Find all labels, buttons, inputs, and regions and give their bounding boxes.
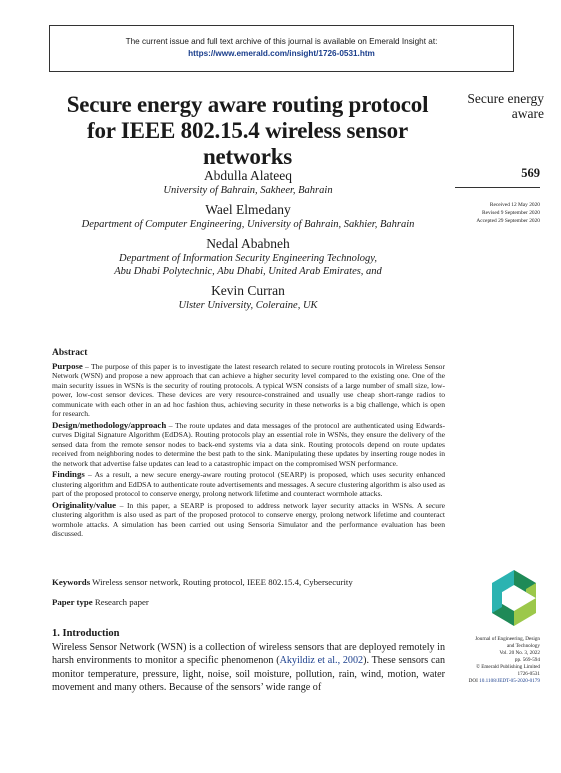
author-affiliation: University of Bahrain, Sakheer, Bahrain [163,185,333,196]
intro-text: Wireless Sensor Network (WSN) is a collection of wireless sensors that are deployed remotely in harsh environments to monitor a specific phenomenon ( [52,642,445,667]
paper-title: Secure energy aware routing protocol for IEEE 802.15.4 wireless sensor networks [66,92,429,169]
originality-label: Originality/value [52,499,117,510]
keywords [52,576,445,588]
author-name: Kevin Curran [211,283,285,298]
banner-url-link[interactable]: https://www.emerald.com/insight/1726-0531.htm [188,49,375,58]
emerald-publisher-logo-icon [489,568,539,628]
citation-link[interactable]: Akyildiz et al., 2002 [279,655,364,667]
abstract-design [52,421,445,469]
abstract-section [52,349,445,541]
findings-text: – As a result, a new secure energy-aware routing protocol (SEARP) is proposed, which uses security enhanced clustering algorithm and EdDSA to authenticate route advertisements and messages. A secure clustering algorithm is also used as part of the proposed protocol to conserve energy, prolong network lifetime and counteract wormhole attacks. [52,470,445,498]
running-title-line: aware [511,106,544,121]
journal-name: Journal of Engineering, Design [475,636,540,642]
abstract-findings [52,470,445,499]
section-heading: 1. Introduction [52,628,120,639]
article-dates [440,201,540,225]
doi-link[interactable]: 10.1108/JEDT-05-2020-0179 [479,678,540,684]
journal-access-banner [49,25,514,72]
accepted-date: Accepted 29 September 2020 [476,218,540,224]
author-affiliation: Ulster University, Coleraine, UK [178,300,318,311]
intro-paragraph [52,641,445,695]
introduction-section [52,628,445,695]
abstract-purpose [52,362,445,419]
journal-copyright: © Emerald Publishing Limited [475,664,540,670]
paper-type [52,596,445,608]
design-label: Design/methodology/approach [52,419,167,430]
keywords-section [52,576,445,616]
author-name: Nedal Ababneh [206,236,290,251]
journal-pages: pp. 569-594 [514,657,540,663]
design-text: – The route updates and data messages of the protocol are authenticated using Edwards-curves Digital Signature Algorithm (EdDSA). Routing protocols play an essential role in WSNs, they ensure the delivery of the sensed data from the remote sensor nodes to back-end systems via a data sink. Routing protocols depend on route updates received from neighboring nodes to determine the best path to the sink. Manipulating these updates by inserting rouge nodes in the network that advertise false updates can lead to a catastrophic impact on the compromised WSN performance. [52,420,445,468]
purpose-label: Purpose [52,360,83,371]
abstract-heading: Abstract [52,348,88,358]
intro-text: ). These sensors can monitor temperature, pressure, light, noise, soil moisture, pollution, rain, wind, motion, water movement and many others. Because of the sensors’ wide range of [52,655,445,694]
running-title-line: Secure energy [467,91,544,106]
author-name: Abdulla Alateeq [203,168,293,183]
keywords-label: Keywords [52,577,91,587]
purpose-text: – The purpose of this paper is to investigate the latest research related to secure routing protocols in Wireless Sensor Network (WSN) and propose a new approach that can achieve a higher security level compared to the existing one. One of the main security issues in WSNs is the security of routing protocols. A typical WSN consists of a large number of small size, low-power, low-cost sensor devices. These devices are very resource-constrained and usually use cheap short-range radios to communicate with each other in an ad hoc fashion thus, achieving security in these networks is a big challenge, which is open for research. [52,361,445,418]
author-name: Wael Elmedany [205,202,291,217]
received-date: Received 12 May 2020 [489,202,540,208]
journal-info [440,636,540,685]
banner-text: The current issue and full text archive of this journal is available on Emerald Insight at: [125,37,438,46]
author-list [48,168,448,317]
revised-date: Revised 9 September 2020 [482,210,540,216]
running-title [452,91,544,121]
author-affiliation: Department of Computer Engineering, University of Bahrain, Sakhier, Bahrain [81,219,415,230]
paper-type-label: Paper type [52,597,93,607]
author-affiliation: Department of Information Security Engineering Technology, [119,253,377,264]
findings-label: Findings [52,469,85,479]
journal-volume: Vol. 20 No. 3, 2022 [499,650,540,656]
journal-issn: 1726-0531 [517,671,540,677]
author-affiliation: Abu Dhabi Polytechnic, Abu Dhabi, United Arab Emirates, and [114,266,382,277]
doi-label: DOI [468,678,480,684]
journal-name: and Technology [506,643,540,649]
originality-text: – In this paper, a SEARP is proposed to address network layer security attacks in WSNs. A secure clustering algorithm is also used as part of the proposed protocol to conserve energy, prolong network lifetime and counteract wormhole attacks. A simulation has been carried out using Sensoria Simulator and the performance evaluation has been discussed. [52,500,445,538]
journal-doi [440,678,540,685]
keywords-text: Wireless sensor network, Routing protocol, IEEE 802.15.4, Cybersecurity [90,577,353,587]
page-number: 569 [521,166,540,180]
abstract-originality [52,501,445,539]
side-divider [455,187,540,188]
paper-type-text: Research paper [92,597,149,607]
